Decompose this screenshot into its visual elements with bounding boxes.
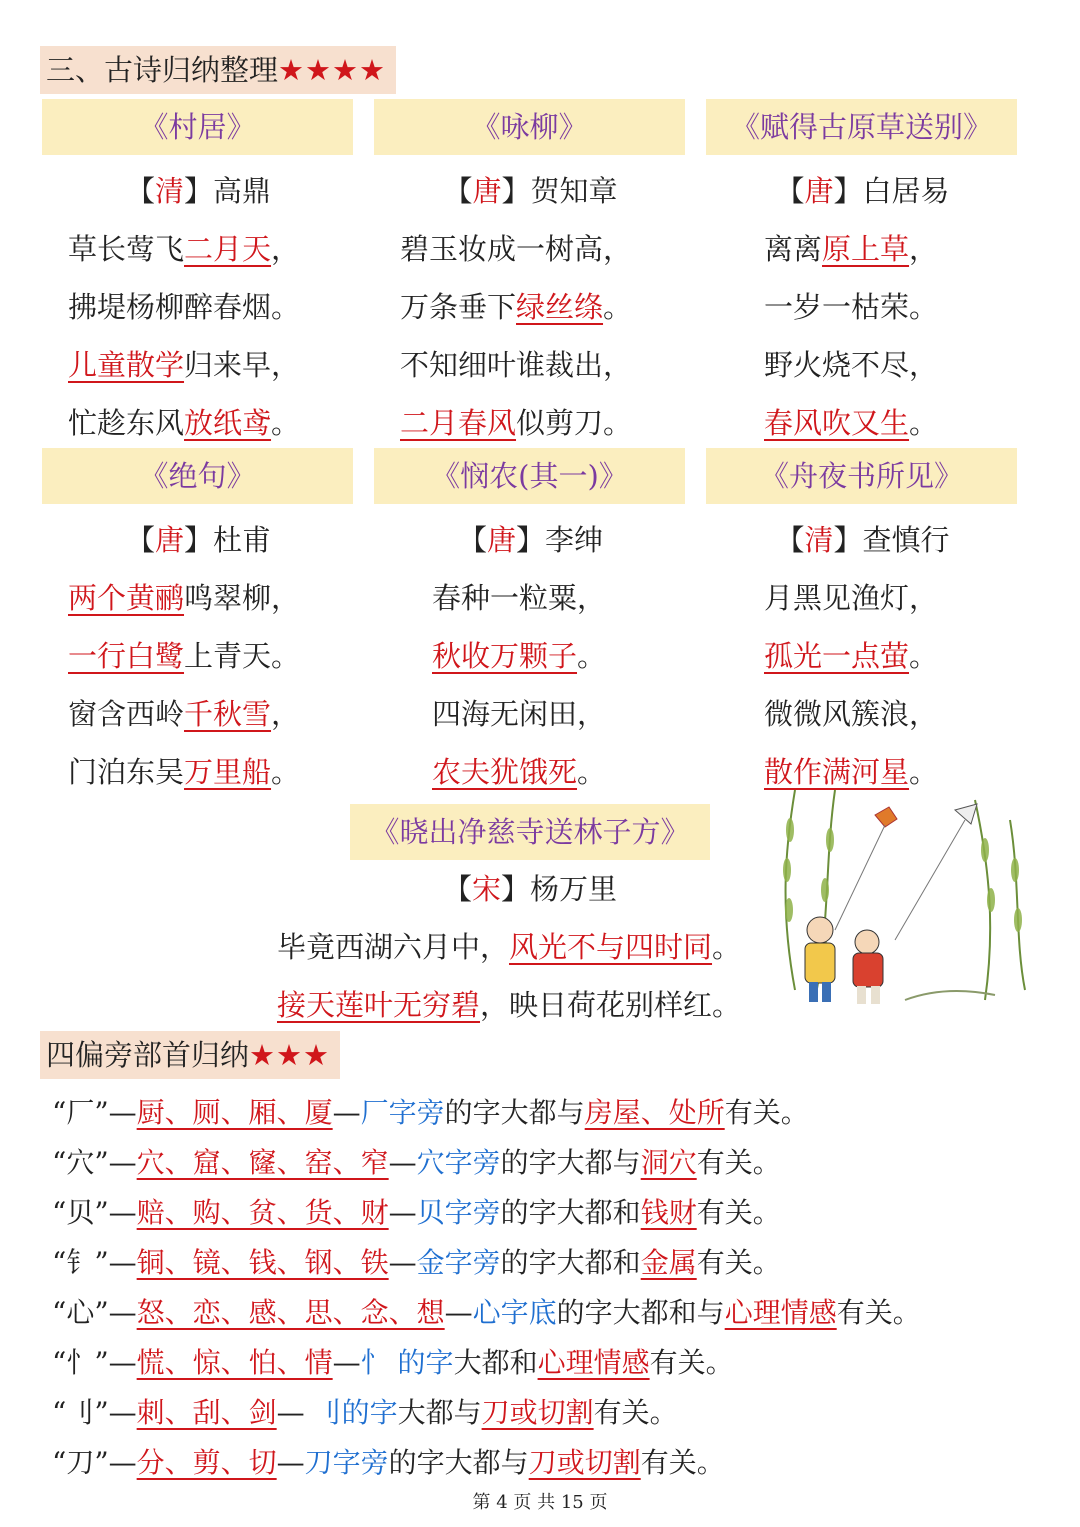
key-phrase: 怒、恋、感、思、念、想 <box>136 1296 445 1329</box>
key-phrase: 二月春风 <box>400 406 517 440</box>
text-segment: ， <box>909 232 939 266</box>
key-phrase: 儿童散学 <box>68 348 185 382</box>
poem-line <box>277 918 777 976</box>
poem-line <box>42 743 355 801</box>
author-name: 高鼎 <box>213 174 272 208</box>
poem-author: 【宋】杨万里 <box>442 872 618 906</box>
text-segment: 有关。 <box>696 1196 781 1229</box>
poem-line <box>42 394 355 452</box>
text-segment: 。 <box>909 406 939 440</box>
poem-line <box>706 627 1019 685</box>
text-segment: 有关。 <box>649 1346 734 1379</box>
text-segment: — <box>332 1346 361 1379</box>
key-phrase: 钱财 <box>640 1196 697 1229</box>
dynasty: 清 <box>154 174 184 208</box>
radical-line <box>52 1138 1072 1188</box>
text-segment: 的字大都和与 <box>556 1296 725 1329</box>
text-segment: 春种一粒粟， <box>432 581 607 615</box>
key-phrase: 刀或切割 <box>481 1396 594 1429</box>
poem-line <box>706 569 1019 627</box>
text-segment: 四海无闲田， <box>432 697 607 731</box>
key-phrase: 孤光一点萤 <box>764 639 910 673</box>
text-segment: 。 <box>712 930 742 964</box>
bracket: 【 <box>125 523 155 557</box>
author-name: 杨万里 <box>530 872 618 906</box>
text-segment: 草长莺飞 <box>68 232 185 266</box>
radical-line <box>52 1438 1072 1488</box>
key-phrase: 金属 <box>640 1246 697 1279</box>
text-segment: 有关。 <box>696 1146 781 1179</box>
text-segment: — <box>388 1196 417 1229</box>
author-name: 杜甫 <box>213 523 272 557</box>
poem-block <box>706 162 1019 452</box>
key-phrase: 心理情感 <box>724 1296 837 1329</box>
text-segment: 。 <box>577 639 607 673</box>
dynasty: 唐 <box>472 174 502 208</box>
radical-name: 刀字旁 <box>304 1446 389 1479</box>
text-segment: ， <box>271 697 301 731</box>
key-phrase: 万里船 <box>184 755 272 789</box>
key-phrase: 慌、惊、怕、情 <box>136 1346 333 1379</box>
page-number: 第 4 页 共 15 页 <box>472 1492 608 1513</box>
poem-author <box>374 511 687 569</box>
text-segment: “忄”— <box>52 1346 137 1379</box>
text-segment: “刀”— <box>52 1446 137 1479</box>
radical-line <box>52 1088 1072 1138</box>
text-segment: ， <box>271 232 301 266</box>
text-segment: 有关。 <box>593 1396 678 1429</box>
bracket: 【 <box>775 174 805 208</box>
text-segment: 不知细叶谁裁出， <box>400 348 633 382</box>
key-phrase: 刺、刮、剑 <box>136 1396 277 1429</box>
poem-author <box>706 162 1019 220</box>
text-segment: 似剪刀。 <box>516 406 633 440</box>
key-phrase: 刀或切割 <box>528 1446 641 1479</box>
text-segment: 拂堤杨柳醉春烟。 <box>68 290 301 324</box>
radical-name: 忄 的字 <box>360 1346 454 1379</box>
dynasty: 唐 <box>804 174 834 208</box>
key-phrase: 赔、购、贫、货、财 <box>136 1196 389 1229</box>
key-phrase: 一行白鹭 <box>68 639 185 673</box>
author-name: 查慎行 <box>862 523 950 557</box>
poem-line <box>706 685 1019 743</box>
text-segment: 的字大都与 <box>444 1096 585 1129</box>
text-segment: 微微风簇浪， <box>764 697 939 731</box>
text-segment: 。 <box>271 406 301 440</box>
bracket: 】 <box>501 174 531 208</box>
text-segment: 归来早， <box>184 348 301 382</box>
text-segment: 。 <box>603 290 633 324</box>
text-segment: 有关。 <box>836 1296 921 1329</box>
poem-line <box>374 743 687 801</box>
text-segment: 忙趁东风 <box>68 406 185 440</box>
poem-line <box>374 278 687 336</box>
text-segment: 一岁一枯荣。 <box>764 290 939 324</box>
key-phrase: 二月天 <box>184 232 272 266</box>
text-segment: 的字大都与 <box>388 1446 529 1479</box>
poem-title: 《晓出净慈寺送林子方》 <box>350 804 710 860</box>
poem-block <box>374 162 687 452</box>
poem-line <box>706 220 1019 278</box>
text-segment: 的字大都与 <box>500 1146 641 1179</box>
text-segment: “厂”— <box>52 1096 137 1129</box>
text-segment: 。 <box>909 639 939 673</box>
text-segment: “刂”— <box>52 1396 137 1429</box>
text-segment: 月黑见渔灯， <box>764 581 939 615</box>
rating-stars: ★★★★ <box>278 53 387 87</box>
text-segment: 碧玉妆成一树高， <box>400 232 633 266</box>
bracket: 】 <box>833 523 863 557</box>
radical-name: 贝字旁 <box>416 1196 501 1229</box>
bracket: 】 <box>833 174 863 208</box>
key-phrase: 千秋雪 <box>184 697 272 731</box>
bracket: 【 <box>775 523 805 557</box>
bracket: 】 <box>184 174 214 208</box>
section-heading-text: 四偏旁部首归纳 <box>46 1038 250 1072</box>
key-phrase: 两个黄鹂 <box>68 581 185 615</box>
key-phrase: 房屋、处所 <box>584 1096 725 1129</box>
text-segment: — <box>332 1096 361 1129</box>
text-segment: — <box>388 1246 417 1279</box>
key-phrase: 分、剪、切 <box>136 1446 277 1479</box>
text-segment: 有关。 <box>696 1246 781 1279</box>
key-phrase: 穴、窟、窿、窑、窄 <box>136 1146 389 1179</box>
author-name: 白居易 <box>862 174 950 208</box>
radical-name: 刂的字 <box>313 1396 398 1429</box>
radical-line <box>52 1238 1072 1288</box>
dynasty: 唐 <box>154 523 184 557</box>
radical-line <box>52 1338 1072 1388</box>
key-phrase: 春风吹又生 <box>764 406 910 440</box>
poem-line <box>42 627 355 685</box>
poem-title: 《赋得古原草送别》 <box>706 99 1017 155</box>
poem-line <box>42 685 355 743</box>
poem-title: 《悯农(其一)》 <box>374 448 685 504</box>
poem-title: 《村居》 <box>42 99 353 155</box>
author-name: 贺知章 <box>530 174 618 208</box>
bracket: 【 <box>443 174 473 208</box>
poem-title: 《咏柳》 <box>374 99 685 155</box>
key-phrase: 农夫犹饿死 <box>432 755 578 789</box>
text-segment: — <box>388 1146 417 1179</box>
kite-children-illustration <box>775 790 1035 1020</box>
key-phrase: 接天莲叶无穷碧 <box>277 988 481 1022</box>
poem-line <box>706 278 1019 336</box>
section-heading-poems <box>40 46 396 94</box>
poem-title: 《绝句》 <box>42 448 353 504</box>
radical-name: 厂字旁 <box>360 1096 445 1129</box>
poem-line <box>42 336 355 394</box>
radical-line <box>52 1188 1072 1238</box>
poem-line <box>42 569 355 627</box>
poem-author <box>42 511 355 569</box>
text-segment: 窗含西岭 <box>68 697 185 731</box>
key-phrase: 心理情感 <box>537 1346 650 1379</box>
poem-line <box>374 685 687 743</box>
text-segment: “心”— <box>52 1296 137 1329</box>
rating-stars: ★★★ <box>249 1038 331 1072</box>
poem-line <box>706 394 1019 452</box>
key-phrase: 绿丝绦 <box>516 290 604 324</box>
text-segment: 大都与 <box>397 1396 482 1429</box>
radical-line <box>52 1288 1072 1338</box>
key-phrase: 放纸鸢 <box>184 406 272 440</box>
poem-line <box>374 627 687 685</box>
poem-line <box>374 336 687 394</box>
bracket: 【 <box>125 174 155 208</box>
poem-block <box>42 511 355 801</box>
bracket: 【 <box>457 523 487 557</box>
key-phrase: 散作满河星 <box>764 755 910 789</box>
bracket: 】 <box>184 523 214 557</box>
poem-block <box>374 511 687 801</box>
text-segment: 有关。 <box>640 1446 725 1479</box>
text-segment: 离离 <box>764 232 823 266</box>
poem-line <box>374 220 687 278</box>
dynasty: 宋 <box>471 872 501 906</box>
text-segment: 。 <box>909 755 939 789</box>
poem-line <box>277 976 777 1034</box>
text-segment: — <box>276 1396 314 1429</box>
dynasty: 清 <box>804 523 834 557</box>
text-segment: 上青天。 <box>184 639 301 673</box>
poem-title: 《舟夜书所见》 <box>706 448 1017 504</box>
poem-author <box>706 511 1019 569</box>
text-segment: 。 <box>271 755 301 789</box>
text-segment: 的字大都和 <box>500 1196 641 1229</box>
text-segment: “穴”— <box>52 1146 137 1179</box>
section-heading-radicals <box>40 1031 340 1079</box>
key-phrase: 秋收万颗子 <box>432 639 578 673</box>
radical-name: 穴字旁 <box>416 1146 501 1179</box>
key-phrase: 洞穴 <box>640 1146 697 1179</box>
text-segment: 大都和 <box>453 1346 538 1379</box>
text-segment: 鸣翠柳， <box>184 581 301 615</box>
text-segment: 野火烧不尽， <box>764 348 939 382</box>
poem-line <box>42 220 355 278</box>
text-segment: 毕竟西湖六月中， <box>277 930 510 964</box>
text-segment: 。 <box>577 755 607 789</box>
text-segment: 的字大都和 <box>500 1246 641 1279</box>
poem-author <box>374 162 687 220</box>
key-phrase: 原上草 <box>822 232 910 266</box>
poem-block <box>706 511 1019 801</box>
bracket: 】 <box>516 523 546 557</box>
key-phrase: 厨、厕、厢、厦 <box>136 1096 333 1129</box>
text-segment: ，映日荷花别样红。 <box>480 988 742 1022</box>
radical-list <box>52 1088 1072 1488</box>
author-name: 李绅 <box>545 523 604 557</box>
poem-line <box>374 394 687 452</box>
poem-line <box>42 278 355 336</box>
radical-line <box>52 1388 1072 1438</box>
key-phrase: 铜、镜、钱、钢、铁 <box>136 1246 389 1279</box>
radical-name: 金字旁 <box>416 1246 501 1279</box>
key-phrase: 风光不与四时同 <box>509 930 713 964</box>
text-segment: 门泊东吴 <box>68 755 185 789</box>
section-heading-text: 三、古诗归纳整理 <box>46 53 279 87</box>
poem-lines <box>277 918 777 1034</box>
poem-line <box>706 336 1019 394</box>
poem-block <box>42 162 355 452</box>
poem-author <box>42 162 355 220</box>
text-segment: — <box>276 1446 305 1479</box>
text-segment: “钅”— <box>52 1246 137 1279</box>
dynasty: 唐 <box>486 523 516 557</box>
text-segment: “贝”— <box>52 1196 137 1229</box>
text-segment: — <box>444 1296 473 1329</box>
radical-name: 心字底 <box>472 1296 557 1329</box>
poem-line <box>374 569 687 627</box>
text-segment: 有关。 <box>724 1096 809 1129</box>
text-segment: 万条垂下 <box>400 290 517 324</box>
